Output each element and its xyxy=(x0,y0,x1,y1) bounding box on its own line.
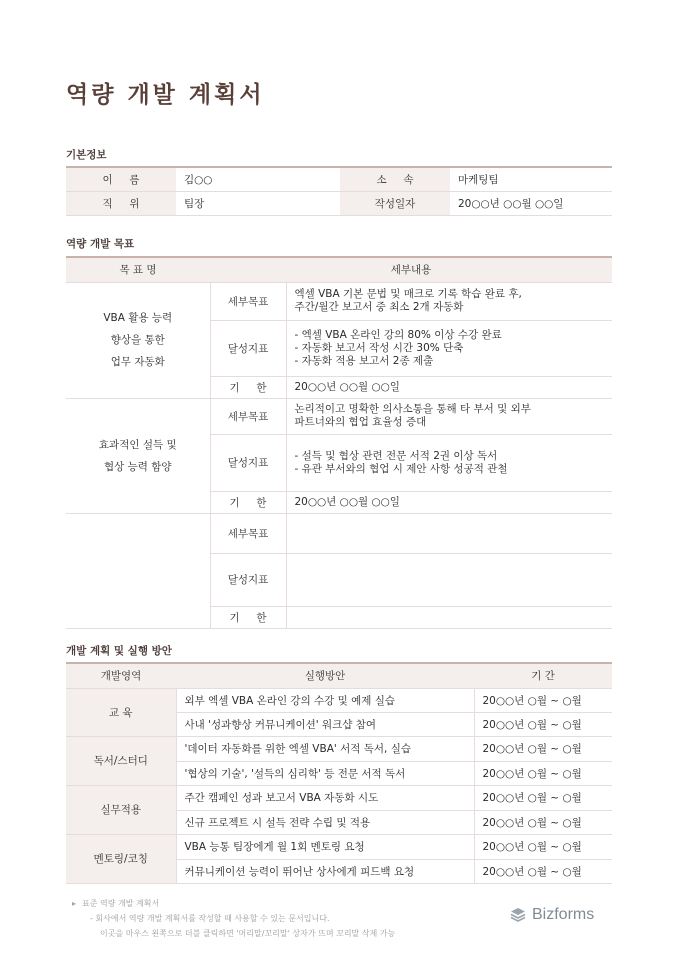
period-cell[interactable]: 20○○년 ○월 ~ ○월 xyxy=(474,761,612,785)
method-cell[interactable]: 외부 엑셀 VBA 온라인 강의 수강 및 예제 실습 xyxy=(176,688,474,712)
detail-goal-value[interactable] xyxy=(286,282,612,320)
metric-label: 달성지표 xyxy=(210,320,286,376)
triangle-bullet-icon: ▸ xyxy=(72,899,77,908)
deadline-value[interactable]: 20○○년 ○○월 ○○일 xyxy=(286,491,612,513)
metric-label: 달성지표 xyxy=(210,553,286,606)
detail-goal-label: 세부목표 xyxy=(210,282,286,320)
goal-name-line: 효과적인 설득 및 xyxy=(98,438,177,451)
method-cell[interactable]: VBA 능통 팀장에게 월 1회 멘토링 요청 xyxy=(176,834,474,859)
text-line: - 자동화 보고서 작성 시간 30% 단축 xyxy=(294,341,464,354)
text-line: 엑셀 VBA 기본 문법 및 매크로 기록 학습 완료 후, xyxy=(294,288,522,300)
date-value[interactable]: 20○○년 ○○월 ○○일 xyxy=(450,191,612,215)
detail-goal-value[interactable] xyxy=(286,513,612,553)
section-plan: 개발 계획 및 실행 방안 xyxy=(66,645,172,657)
text-line: 주간/월간 보고서 중 최소 2개 자동화 xyxy=(294,301,464,313)
goal-name-header: 목 표 명 xyxy=(66,257,210,282)
area-cell: 멘토링/코칭 xyxy=(66,834,176,883)
text-line: - 엑셀 VBA 온라인 강의 80% 이상 수강 완료 xyxy=(294,328,502,341)
footer-line: 이곳을 마우스 왼쪽으로 더블 클릭하면 '머리말/꼬리말' 상자가 뜨며 꼬리말 삭제 가능 xyxy=(100,929,396,938)
deadline-label: 기 한 xyxy=(210,606,286,628)
metric-value[interactable] xyxy=(286,320,612,376)
page-title: 역량 개발 계획서 xyxy=(66,82,265,108)
period-cell[interactable]: 20○○년 ○월 ~ ○월 xyxy=(474,859,612,883)
section-goals: 역량 개발 목표 xyxy=(66,238,135,250)
area-cell: 독서/스터디 xyxy=(66,736,176,785)
period-cell[interactable]: 20○○년 ○월 ~ ○월 xyxy=(474,785,612,810)
goal-name-line: 협상 능력 함양 xyxy=(103,460,172,473)
text-line: - 자동화 적용 보고서 2종 제출 xyxy=(294,354,434,367)
date-label: 작성일자 xyxy=(340,191,450,215)
area-header: 개발영역 xyxy=(66,663,176,688)
goal-name[interactable] xyxy=(66,398,210,513)
text-line: 파트너와의 협업 효율성 증대 xyxy=(294,416,427,428)
period-cell[interactable]: 20○○년 ○월 ~ ○월 xyxy=(474,736,612,761)
dept-value[interactable]: 마케팅팀 xyxy=(450,167,612,191)
period-header: 기 간 xyxy=(474,663,612,688)
basic-info-table xyxy=(66,166,612,216)
text-line: - 설득 및 협상 관련 전문 서적 2권 이상 독서 xyxy=(294,449,498,462)
period-cell[interactable]: 20○○년 ○월 ~ ○월 xyxy=(474,688,612,712)
deadline-label: 기 한 xyxy=(210,491,286,513)
name-label: 이 름 xyxy=(66,167,176,191)
goal-detail-header: 세부내용 xyxy=(210,257,612,282)
layers-icon xyxy=(509,906,527,924)
bizforms-logo xyxy=(509,906,594,924)
footer-note[interactable] xyxy=(72,896,395,941)
name-value[interactable]: 김○○ xyxy=(176,167,340,191)
area-cell: 실무적용 xyxy=(66,785,176,834)
goal-name-line: VBA 활용 능력 xyxy=(103,312,173,324)
area-cell: 교 육 xyxy=(66,688,176,736)
method-header: 실행방안 xyxy=(176,663,474,688)
goal-name-line: 향상을 통한 xyxy=(110,334,165,346)
deadline-label: 기 한 xyxy=(210,376,286,398)
section-basic-info: 기본정보 xyxy=(66,149,107,161)
metric-value[interactable] xyxy=(286,553,612,606)
period-cell[interactable]: 20○○년 ○월 ~ ○월 xyxy=(474,834,612,859)
text-line: 논리적이고 명확한 의사소통을 통해 타 부서 및 외부 xyxy=(294,403,531,415)
footer-line: 표준 역량 개발 계획서 xyxy=(82,899,160,908)
metric-label: 달성지표 xyxy=(210,434,286,491)
text-line: - 유관 부서와의 협업 시 제안 사항 성공적 관철 xyxy=(294,462,508,475)
method-cell[interactable]: 커뮤니케이션 능력이 뛰어난 상사에게 피드백 요청 xyxy=(176,859,474,883)
detail-goal-label: 세부목표 xyxy=(210,513,286,553)
position-value[interactable]: 팀장 xyxy=(176,191,340,215)
period-cell[interactable]: 20○○년 ○월 ~ ○월 xyxy=(474,810,612,834)
metric-value[interactable] xyxy=(286,434,612,491)
method-cell[interactable]: 사내 '성과향상 커뮤니케이션' 워크샵 참여 xyxy=(176,712,474,736)
deadline-value[interactable] xyxy=(286,606,612,628)
footer-line: - 회사에서 역량 개발 계획서를 작성할 때 사용할 수 있는 문서입니다. xyxy=(90,914,330,923)
logo-text: Bizforms xyxy=(532,906,595,923)
goals-table xyxy=(66,256,612,629)
goal-name-line: 업무 자동화 xyxy=(110,356,165,368)
detail-goal-value[interactable] xyxy=(286,398,612,434)
goal-name[interactable] xyxy=(66,513,210,628)
method-cell[interactable]: 주간 캠페인 성과 보고서 VBA 자동화 시도 xyxy=(176,785,474,810)
goal-name[interactable] xyxy=(66,282,210,398)
method-cell[interactable]: '협상의 기술', '설득의 심리학' 등 전문 서적 독서 xyxy=(176,761,474,785)
method-cell[interactable]: '데이터 자동화를 위한 엑셀 VBA' 서적 독서, 실습 xyxy=(176,736,474,761)
detail-goal-label: 세부목표 xyxy=(210,398,286,434)
deadline-value[interactable]: 20○○년 ○○월 ○○일 xyxy=(286,376,612,398)
period-cell[interactable]: 20○○년 ○월 ~ ○월 xyxy=(474,712,612,736)
method-cell[interactable]: 신규 프로젝트 시 설득 전략 수립 및 적용 xyxy=(176,810,474,834)
position-label: 직 위 xyxy=(66,191,176,215)
dept-label: 소 속 xyxy=(340,167,450,191)
plan-table xyxy=(66,662,612,884)
